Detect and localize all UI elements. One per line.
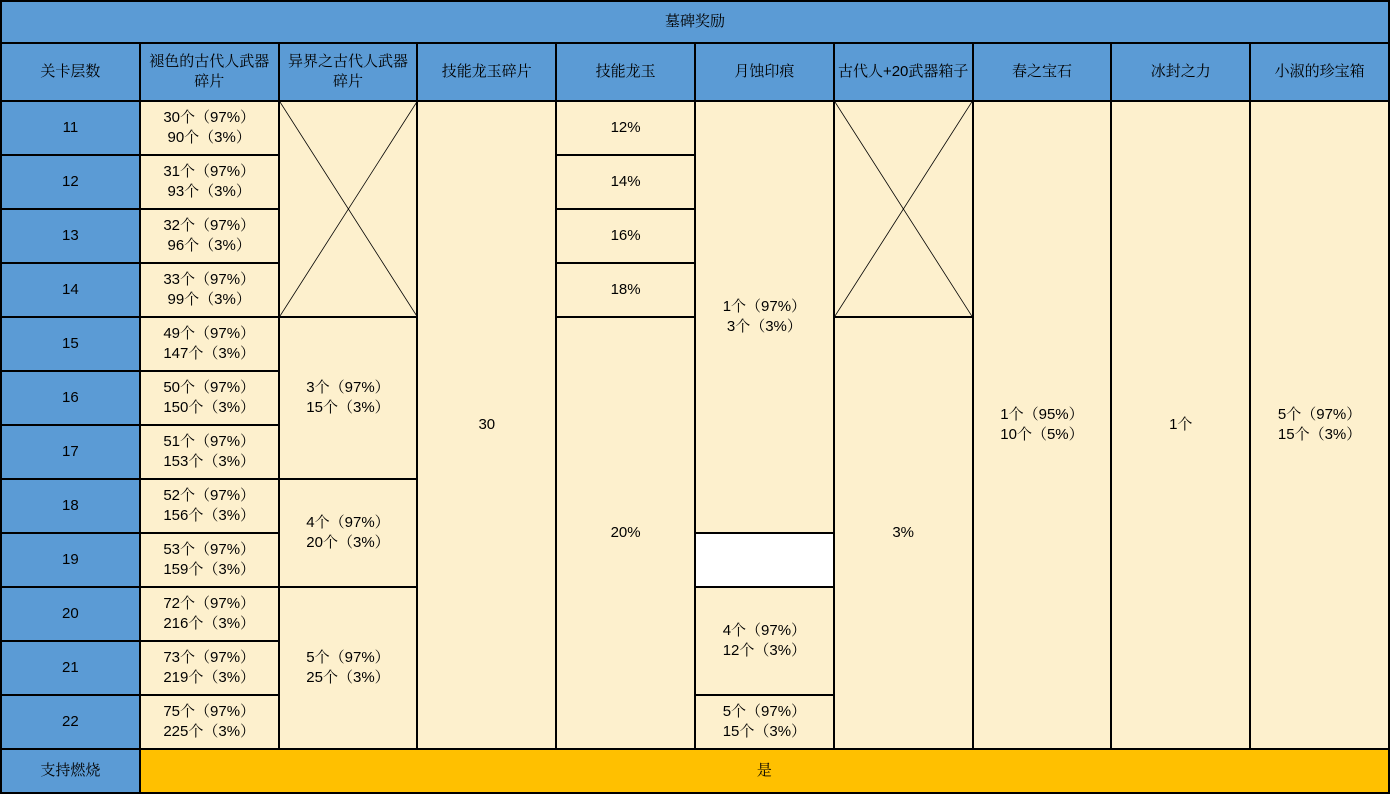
faded-fragment-top: 72个（97%） (163, 594, 256, 612)
skill-jade-fragment-cell: 30 (417, 101, 556, 749)
faded-fragment-bottom: 96个（3%） (167, 237, 251, 254)
moon-mark-bottom: 12个（3%） (722, 642, 807, 659)
faded-fragment-top: 32个（97%） (163, 216, 256, 234)
otherworld-fragment-bottom: 15个（3%） (306, 399, 390, 416)
level-cell: 17 (1, 425, 140, 479)
level-cell: 11 (1, 101, 140, 155)
faded-fragment-top: 53个（97%） (163, 540, 256, 558)
moon-mark-bottom: 15个（3%） (722, 723, 807, 740)
faded-fragment-top: 50个（97%） (163, 378, 256, 396)
otherworld-fragment-cell (279, 317, 418, 479)
column-header-skill-jade-fragment: 技能龙玉碎片 (417, 43, 556, 101)
column-header-frozen-power: 冰封之力 (1111, 43, 1250, 101)
column-header-level: 关卡层数 (1, 43, 140, 101)
faded-fragment-bottom: 219个（3%） (163, 669, 256, 686)
level-cell: 12 (1, 155, 140, 209)
ancient-weapon-box-cell: 3% (834, 317, 973, 749)
faded-fragment-bottom: 147个（3%） (163, 345, 256, 362)
frozen-power-cell: 1个 (1111, 101, 1250, 749)
faded-fragment-bottom: 216个（3%） (163, 615, 256, 632)
burn-support-row (1, 749, 1389, 793)
level-cell: 15 (1, 317, 140, 371)
moon-mark-top: 5个（97%） (722, 702, 807, 720)
faded-fragment-bottom: 93个（3%） (167, 183, 251, 200)
otherworld-fragment-cell (279, 479, 418, 587)
burn-support-value: 是 (140, 749, 1389, 793)
level-cell: 16 (1, 371, 140, 425)
page-title: 墓碑奖励 (1, 1, 1389, 43)
faded-fragment-bottom: 90个（3%） (167, 129, 251, 146)
moon-mark-top: 4个（97%） (722, 621, 807, 639)
otherworld-fragment-cell (279, 587, 418, 749)
skill-jade-cell: 12% (556, 101, 695, 155)
faded-fragment-top: 31个（97%） (163, 162, 256, 180)
faded-fragment-top: 30个（97%） (163, 108, 256, 126)
faded-fragment-cell (140, 263, 279, 317)
spring-gem-bottom: 10个（5%） (1000, 426, 1084, 443)
otherworld-fragment-bottom: 25个（3%） (306, 669, 390, 686)
faded-fragment-bottom: 225个（3%） (163, 723, 256, 740)
treasure-box-cell (1250, 101, 1389, 749)
treasure-box-top: 5个（97%） (1277, 405, 1362, 423)
spring-gem-cell (973, 101, 1112, 749)
skill-jade-cell: 16% (556, 209, 695, 263)
faded-fragment-bottom: 99个（3%） (167, 291, 251, 308)
faded-fragment-cell (140, 209, 279, 263)
otherworld-fragment-top: 5个（97%） (306, 648, 390, 666)
cross-out-icon (835, 102, 972, 316)
faded-fragment-top: 52个（97%） (163, 486, 256, 504)
moon-mark-bottom: 3个（3%） (726, 318, 802, 335)
faded-fragment-top: 73个（97%） (163, 648, 256, 666)
faded-fragment-cell (140, 371, 279, 425)
faded-fragment-cell (140, 425, 279, 479)
faded-fragment-top: 51个（97%） (163, 432, 256, 450)
faded-fragment-top: 33个（97%） (163, 270, 256, 288)
level-cell: 21 (1, 641, 140, 695)
faded-fragment-cell (140, 641, 279, 695)
level-cell: 19 (1, 533, 140, 587)
otherworld-fragment-top: 4个（97%） (306, 513, 390, 531)
skill-jade-cell: 20% (556, 317, 695, 749)
spring-gem-top: 1个（95%） (1000, 405, 1084, 423)
level-cell: 13 (1, 209, 140, 263)
otherworld-fragment-empty-cell (279, 101, 418, 317)
level-cell: 14 (1, 263, 140, 317)
moon-mark-cell (695, 695, 834, 749)
column-header-skill-jade: 技能龙玉 (556, 43, 695, 101)
moon-mark-cell (695, 101, 834, 533)
faded-fragment-bottom: 159个（3%） (163, 561, 256, 578)
moon-mark-top: 1个（97%） (722, 297, 807, 315)
table-title-row (1, 1, 1389, 43)
faded-fragment-top: 75个（97%） (163, 702, 256, 720)
level-cell: 18 (1, 479, 140, 533)
faded-fragment-bottom: 150个（3%） (163, 399, 256, 416)
faded-fragment-cell (140, 479, 279, 533)
faded-fragment-cell (140, 317, 279, 371)
burn-support-label: 支持燃烧 (1, 749, 140, 793)
level-cell: 20 (1, 587, 140, 641)
column-header-treasure-box: 小淑的珍宝箱 (1250, 43, 1389, 101)
faded-fragment-bottom: 153个（3%） (163, 453, 256, 470)
level-cell: 22 (1, 695, 140, 749)
ancient-weapon-box-empty-cell (834, 101, 973, 317)
skill-jade-cell: 18% (556, 263, 695, 317)
faded-fragment-cell (140, 695, 279, 749)
cross-out-icon (280, 102, 417, 316)
faded-fragment-bottom: 156个（3%） (163, 507, 256, 524)
moon-mark-cell (695, 587, 834, 695)
otherworld-fragment-bottom: 20个（3%） (306, 534, 390, 551)
faded-fragment-top: 49个（97%） (163, 324, 256, 342)
treasure-box-bottom: 15个（3%） (1277, 426, 1362, 443)
faded-fragment-cell (140, 533, 279, 587)
column-header-spring-gem: 春之宝石 (973, 43, 1112, 101)
table-header-row (1, 43, 1389, 101)
column-header-moon-mark: 月蚀印痕 (695, 43, 834, 101)
column-header-ancient-weapon-box: 古代人+20武器箱子 (834, 43, 973, 101)
skill-jade-cell: 14% (556, 155, 695, 209)
column-header-otherworld-fragment: 异界之古代人武器碎片 (279, 43, 418, 101)
faded-fragment-cell (140, 101, 279, 155)
faded-fragment-cell (140, 155, 279, 209)
table-row (1, 101, 1389, 155)
otherworld-fragment-top: 3个（97%） (306, 378, 390, 396)
faded-fragment-cell (140, 587, 279, 641)
column-header-faded-fragment: 褪色的古代人武器碎片 (140, 43, 279, 101)
